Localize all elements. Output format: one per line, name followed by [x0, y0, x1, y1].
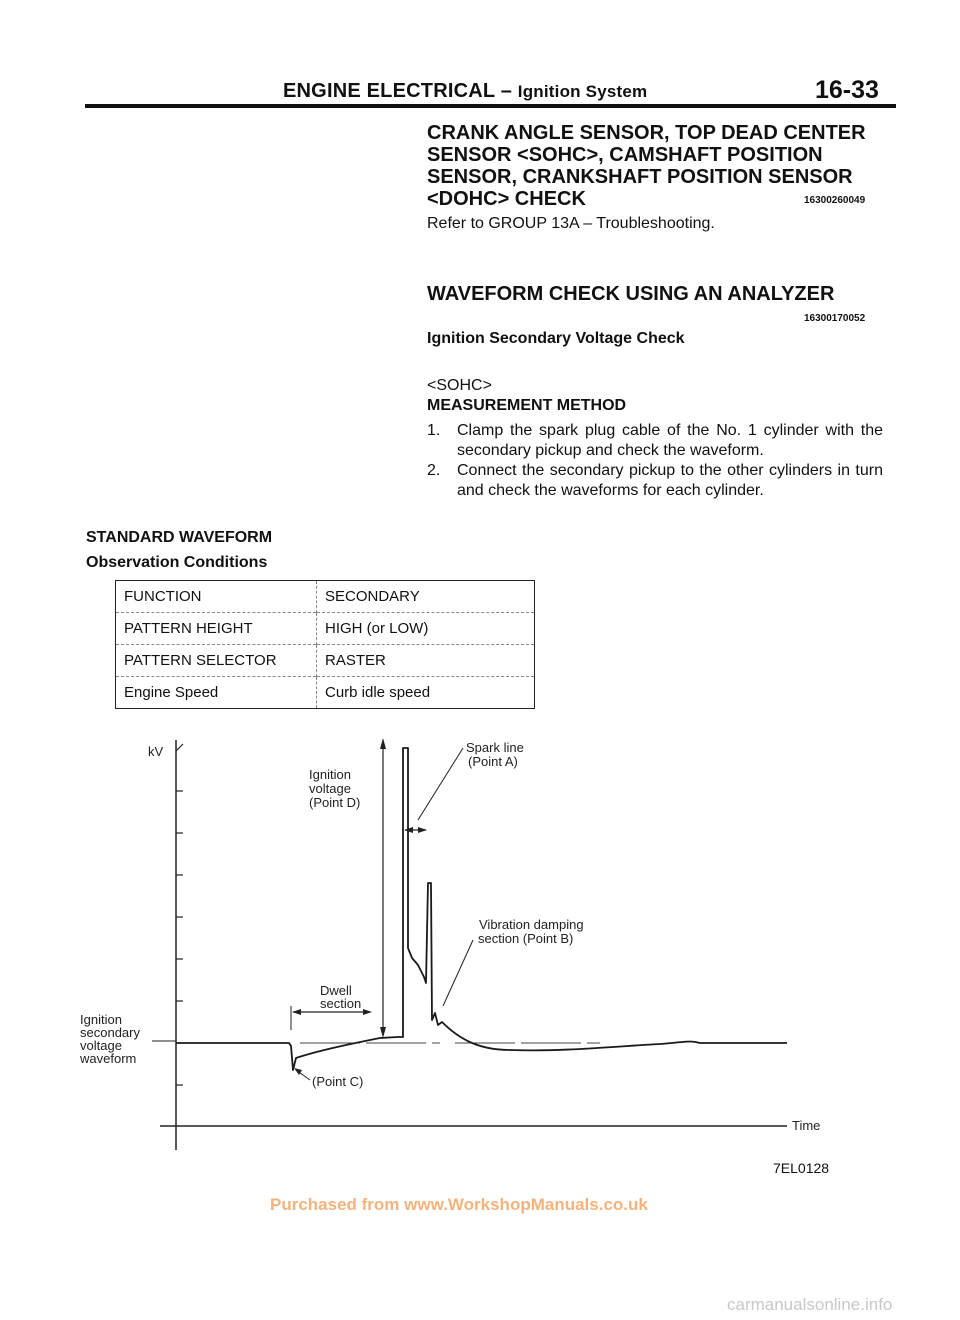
- measurement-step: [427, 461, 883, 501]
- arrow-head-right: [418, 827, 427, 833]
- vibration-leader: [443, 940, 473, 1006]
- arrow-head-up: [380, 738, 386, 749]
- step-number: 1.: [427, 422, 441, 439]
- measurement-step: [427, 421, 883, 461]
- point-c-leader: [296, 1070, 310, 1080]
- sensor-check-reference: Refer to GROUP 13A – Troubleshooting.: [427, 215, 715, 232]
- table-row: [116, 677, 535, 709]
- sensor-check-code: 16300260049: [804, 195, 866, 206]
- condition-value: RASTER: [317, 645, 535, 677]
- arrow-head-down: [380, 1027, 386, 1038]
- condition-label: FUNCTION: [124, 588, 202, 605]
- site-footer: carmanualsonline.info: [727, 1295, 893, 1314]
- ignition-voltage-label-line: (Point D): [309, 795, 361, 810]
- arrow-head: [294, 1068, 302, 1075]
- waveform-label-line: voltage: [80, 1038, 122, 1053]
- figure-code: 7EL0128: [773, 1160, 830, 1176]
- condition-value: SECONDARY: [317, 581, 535, 613]
- ignition-voltage-label-line: Ignition: [309, 767, 351, 782]
- arrow-head-left: [292, 1009, 301, 1015]
- waveform-label-line: secondary: [80, 1025, 140, 1040]
- waveform-trace: [176, 748, 787, 1070]
- waveform-check-code: 16300170052: [804, 313, 866, 324]
- waveform-label-line: Ignition: [80, 1012, 122, 1027]
- waveform-check-heading: WAVEFORM CHECK USING AN ANALYZER: [427, 283, 835, 305]
- header-section-title: ENGINE ELECTRICAL –: [283, 80, 513, 102]
- step-number: 2.: [427, 462, 441, 479]
- condition-value: HIGH (or LOW): [317, 613, 535, 645]
- page-header-title: [283, 80, 647, 103]
- vibration-label-line: Vibration damping: [479, 917, 584, 932]
- condition-label: PATTERN SELECTOR: [116, 645, 317, 677]
- condition-label: PATTERN HEIGHT: [116, 613, 317, 645]
- secondary-voltage-subheading: Ignition Secondary Voltage Check: [427, 330, 685, 347]
- table-row: [116, 645, 535, 677]
- observation-conditions-title: Observation Conditions: [86, 554, 268, 571]
- sohc-variant-label: <SOHC>: [427, 377, 492, 394]
- spark-line-leader: [418, 748, 463, 820]
- table-row: [116, 581, 535, 613]
- condition-label: Engine Speed: [116, 677, 317, 709]
- spark-line-label-line: Spark line: [466, 740, 524, 755]
- spark-line-label-line: (Point A): [468, 754, 518, 769]
- observation-conditions-table: [115, 580, 535, 709]
- dwell-label-line: section: [320, 996, 362, 1011]
- step-text: Connect the secondary pickup to the other cylinders in turn and check the waveforms for each cylinder.: [457, 462, 883, 499]
- header-rule: [85, 104, 896, 108]
- step-text: Clamp the spark plug cable of the No. 1 cylinder with the secondary pickup and check the waveform.: [457, 422, 883, 459]
- y-axis-ticks: [176, 744, 183, 1085]
- sensor-check-heading: CRANK ANGLE SENSOR, TOP DEAD CENTER SENSOR <SOHC>, CAMSHAFT POSITION SENSOR, CRANKSHAFT POSITION SENSOR <DOHC> CHECK: [427, 122, 866, 210]
- header-subsection-title: Ignition System: [517, 82, 648, 101]
- vibration-label-line: section (Point B): [478, 931, 574, 946]
- dwell-label-line: Dwell: [320, 983, 352, 998]
- y-axis-label: kV: [148, 744, 164, 759]
- point-c-label: (Point C): [312, 1074, 364, 1089]
- condition-value: Curb idle speed: [317, 677, 535, 709]
- x-axis-label: Time: [792, 1118, 821, 1133]
- arrow-head-left: [404, 827, 413, 833]
- ignition-voltage-label-line: voltage: [309, 781, 351, 796]
- arrow-head-right: [363, 1009, 372, 1015]
- measurement-method-title: MEASUREMENT METHOD: [427, 397, 627, 414]
- page-number: 16-33: [815, 76, 879, 104]
- standard-waveform-title: STANDARD WAVEFORM: [86, 529, 273, 546]
- purchase-watermark: Purchased from www.WorkshopManuals.co.uk: [270, 1195, 648, 1214]
- waveform-label-line: waveform: [80, 1051, 137, 1066]
- table-row: [116, 613, 535, 645]
